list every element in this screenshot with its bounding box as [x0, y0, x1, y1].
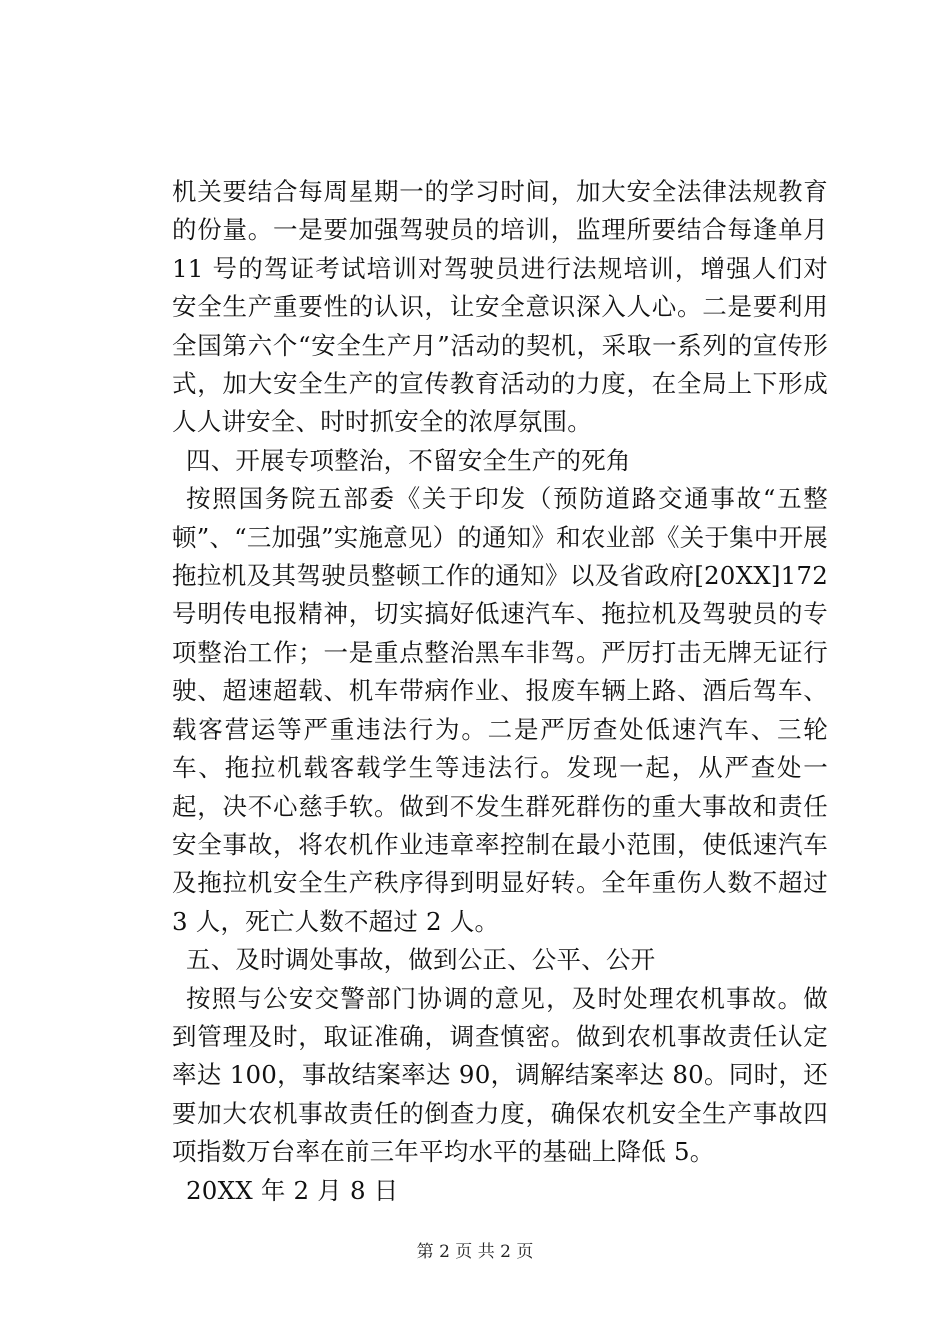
document-body	[172, 173, 828, 1210]
page-number-footer: 第 2 页 共 2 页	[416, 1242, 534, 1262]
paragraph-accident-handling: 按照与公安交警部门协调的意见，及时处理农机事故。做到管理及时，取证准确，调查慎密。做到农机事故责任认定率达 100，事故结案率达 90，调解结案率达 80。同时，还要加大农机事故责任的倒查力度，确保农机安全生产事故四项指数万台率在前三年平均水平的基础上降低 5。	[172, 983, 828, 1167]
section-heading-special-rectification: 四、开展专项整治，不留安全生产的死角	[186, 445, 631, 475]
paragraph-special-rectification: 按照国务院五部委《关于印发（预防道路交通事故“五整顿”、“三加强”实施意见）的通知》和农业部《关于集中开展拖拉机及其驾驶员整顿工作的通知》以及省政府[20XX]172号明传电报精神，切实搞好低速汽车、拖拉机及驾驶员的专项整治工作；一是重点整治黑车非驾。严厉打击无牌无证行驶、超速超载、机车带病作业、报废车辆上路、酒后驾车、载客营运等严重违法行为。二是严厉查处低速汽车、三轮车、拖拉机载客载学生等违法行。发现一起，从严查处一起，决不心慈手软。做到不发生群死群伤的重大事故和责任安全事故，将农机作业违章率控制在最小范围，使低速汽车及拖拉机安全生产秩序得到明显好转。全年重伤人数不超过 3 人，死亡人数不超过 2 人。	[172, 484, 828, 936]
section-heading-accident-handling: 五、及时调处事故，做到公正、公平、公开	[186, 945, 656, 975]
paragraph-safety-education: 机关要结合每周星期一的学习时间，加大安全法律法规教育的份量。一是要加强驾驶员的培训，监理所要结合每逢单月 11 号的驾证考试培训对驾驶员进行法规培训，增强人们对安全生产重要性的认识，让安全意识深入人心。二是要利用全国第六个“安全生产月”活动的契机，采取一系列的宣传形式，加大安全生产的宣传教育活动的力度，在全局上下形成人人讲安全、时时抓安全的浓厚氛围。	[172, 177, 828, 437]
document-date: 20XX 年 2 月 8 日	[186, 1175, 399, 1205]
